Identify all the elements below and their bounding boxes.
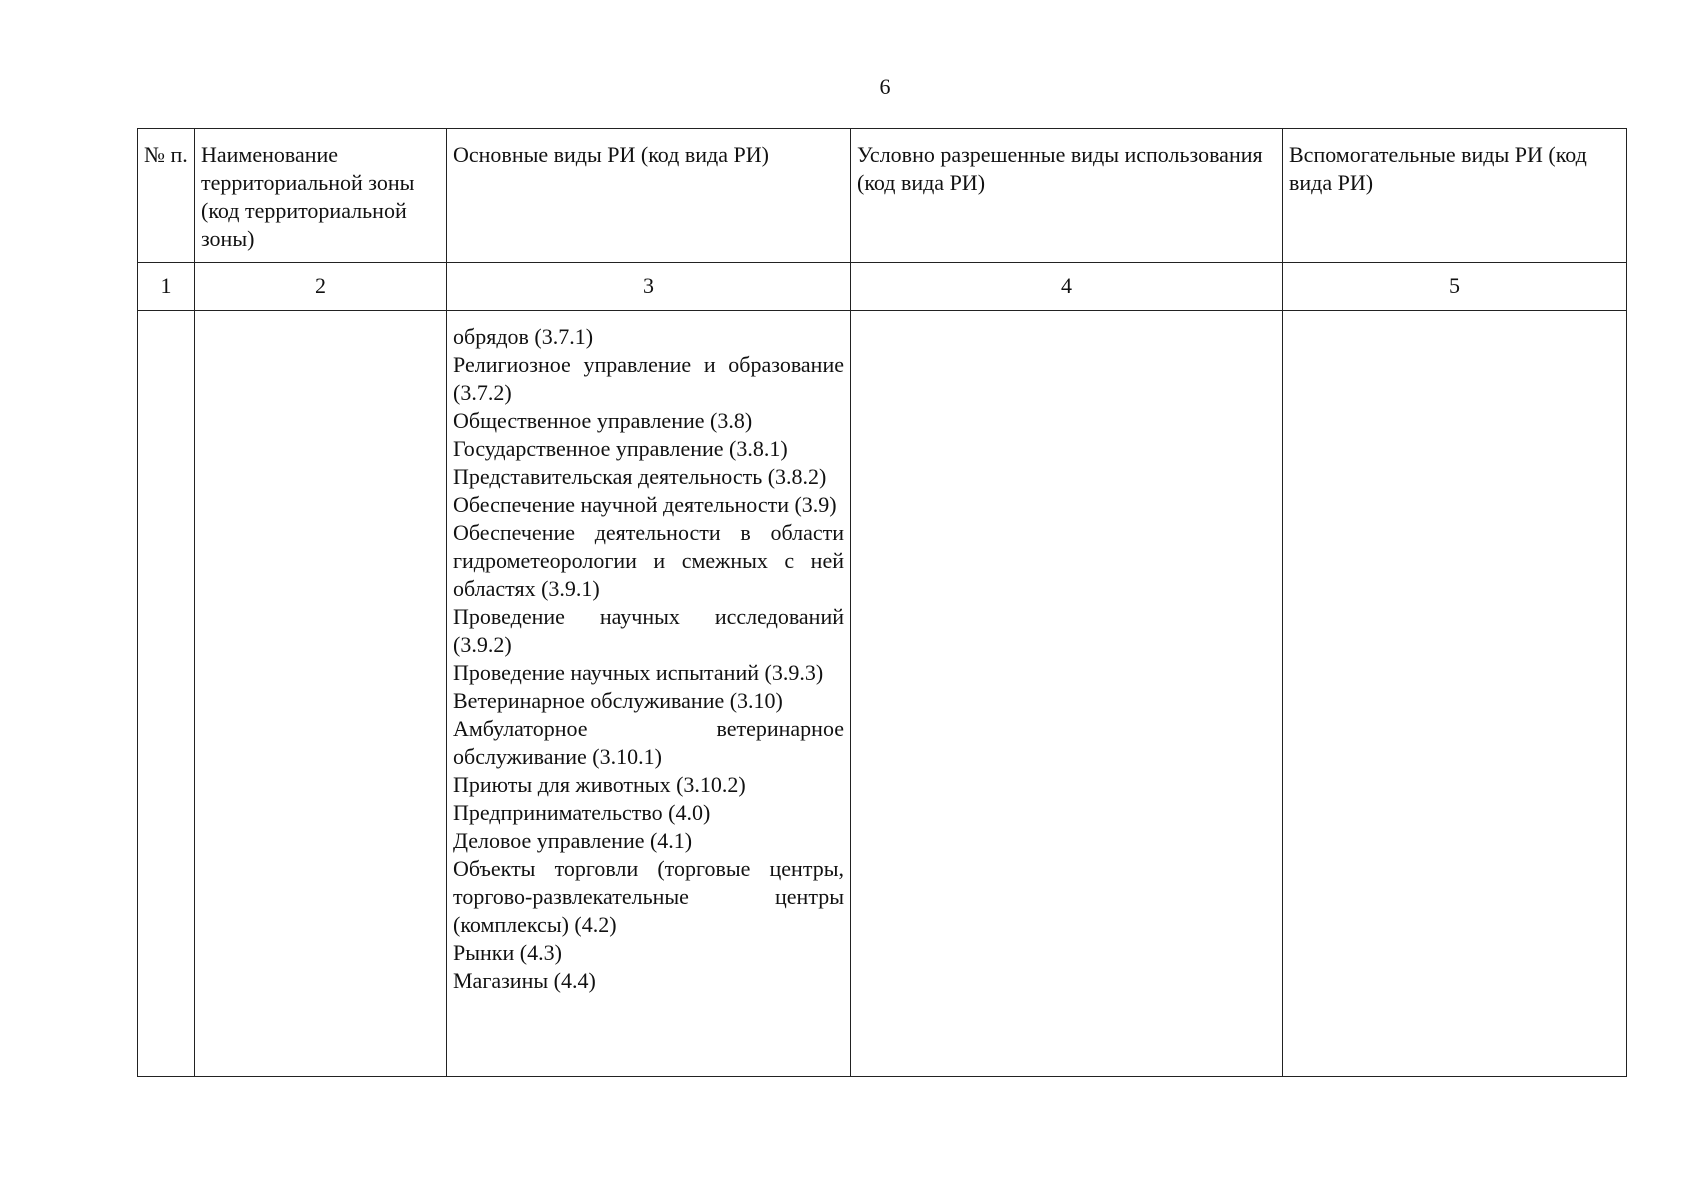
header-number: № п. bbox=[138, 129, 195, 263]
cell-auxiliary-uses bbox=[1283, 311, 1627, 1077]
cell-conditional-uses bbox=[851, 311, 1283, 1077]
list-item: Магазины (4.4) bbox=[453, 968, 596, 993]
header-main-uses: Основные виды РИ (код вида РИ) bbox=[447, 129, 851, 263]
list-item: обрядов (3.7.1) bbox=[453, 324, 594, 349]
column-number: 2 bbox=[195, 263, 447, 311]
list-item: Общественное управление (3.8) bbox=[453, 408, 753, 433]
header-row bbox=[138, 129, 1627, 263]
cell-number bbox=[138, 311, 195, 1077]
cell-zone-name bbox=[195, 311, 447, 1077]
list-item: Религиозное управление и образование (3.7.2) bbox=[453, 352, 844, 405]
zones-table bbox=[137, 128, 1627, 1077]
list-item: Объекты торговли (торговые центры, торгово-развлекательные центры (комплексы) (4.2) bbox=[453, 856, 844, 937]
list-item: Государственное управление (3.8.1) bbox=[453, 436, 788, 461]
header-conditional-uses: Условно разрешенные виды использования (код вида РИ) bbox=[851, 129, 1283, 263]
list-item: Деловое управление (4.1) bbox=[453, 828, 693, 853]
cell-main-uses bbox=[447, 311, 851, 1077]
table-row bbox=[138, 311, 1627, 1077]
list-item: Предпринимательство (4.0) bbox=[453, 800, 711, 825]
list-item: Обеспечение деятельности в области гидрометеорологии и смежных с ней областях (3.9.1) bbox=[453, 520, 844, 601]
column-number: 1 bbox=[138, 263, 195, 311]
header-auxiliary-uses: Вспомогательные виды РИ (код вида РИ) bbox=[1283, 129, 1627, 263]
list-item: Ветеринарное обслуживание (3.10) bbox=[453, 688, 783, 713]
column-number: 4 bbox=[851, 263, 1283, 311]
list-item: Проведение научных испытаний (3.9.3) bbox=[453, 660, 824, 685]
page-number: 6 bbox=[879, 74, 891, 99]
column-number: 5 bbox=[1283, 263, 1627, 311]
column-numbers-row bbox=[138, 263, 1627, 311]
list-item: Представительская деятельность (3.8.2) bbox=[453, 464, 827, 489]
list-item: Рынки (4.3) bbox=[453, 940, 562, 965]
list-item: Проведение научных исследований (3.9.2) bbox=[453, 604, 844, 657]
column-number: 3 bbox=[447, 263, 851, 311]
header-zone-name: Наименование территориальной зоны (код территориальной зоны) bbox=[195, 129, 447, 263]
list-item: Амбулаторное ветеринарное обслуживание (3.10.1) bbox=[453, 716, 844, 769]
list-item: Приюты для животных (3.10.2) bbox=[453, 772, 746, 797]
list-item: Обеспечение научной деятельности (3.9) bbox=[453, 492, 837, 517]
